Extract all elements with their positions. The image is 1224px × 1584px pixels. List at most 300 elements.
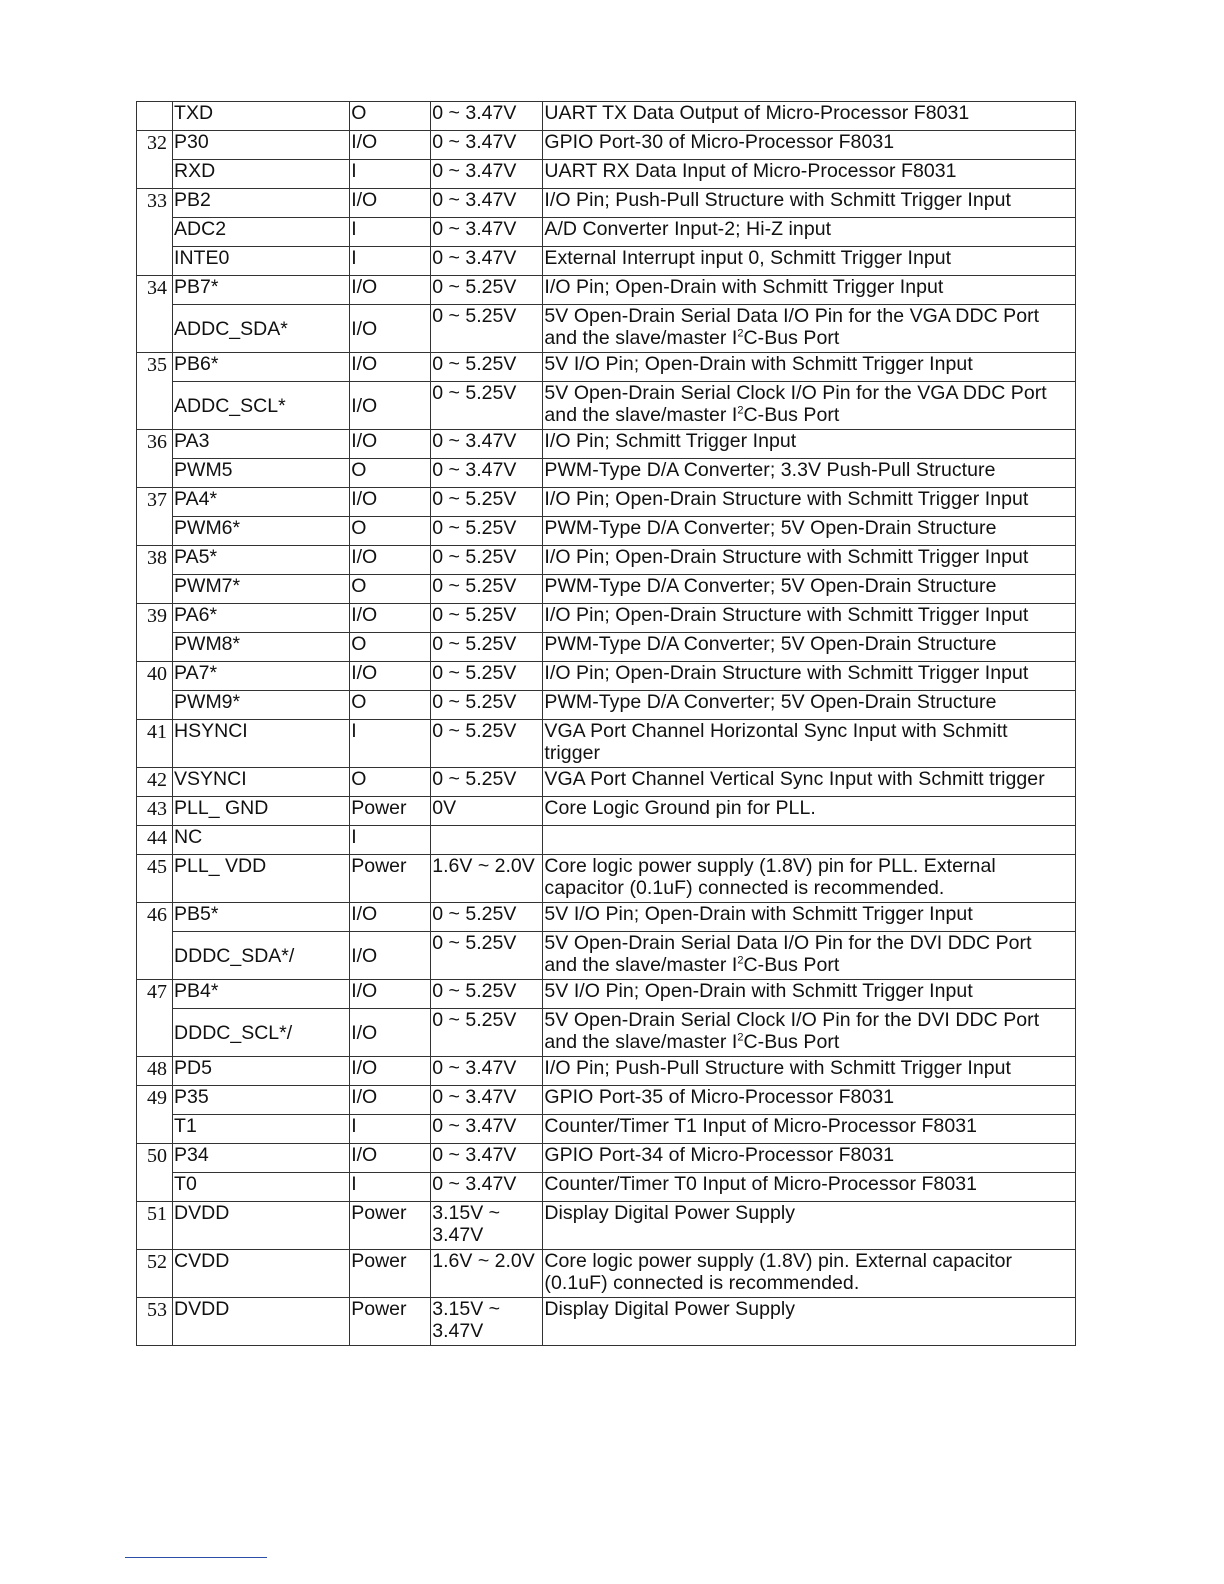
description-text: 5V I/O Pin; Open-Drain with Schmitt Trigger Input	[544, 903, 973, 925]
voltage-range-text-line2: 3.47V	[432, 1320, 484, 1342]
direction-cell: I/O	[350, 932, 431, 980]
description-cell	[543, 662, 1076, 691]
table-row	[137, 1144, 1076, 1173]
pin-name-cell: HSYNCI	[173, 720, 350, 768]
voltage-range-text: 0 ~ 5.25V	[432, 517, 517, 539]
voltage-range-text: 0 ~ 3.47V	[432, 102, 517, 124]
voltage-range-text: 0 ~ 3.47V	[432, 1086, 517, 1108]
table-row	[137, 826, 1076, 855]
voltage-range-cell	[431, 160, 543, 189]
direction-cell: I	[350, 1115, 431, 1144]
voltage-range-text: 0 ~ 3.47V	[432, 189, 517, 211]
direction-cell: I/O	[350, 1144, 431, 1173]
description-cell	[543, 980, 1076, 1009]
description-text-line2-end: C-Bus Port	[743, 404, 840, 426]
description-text: I/O Pin; Push-Pull Structure with Schmitt Trigger Input	[544, 1057, 1012, 1079]
voltage-range-cell	[431, 189, 543, 218]
direction-cell: O	[350, 459, 431, 488]
table-row	[137, 1115, 1076, 1144]
description-text-line2: and the slave/master I	[544, 327, 738, 349]
direction-cell: I	[350, 826, 431, 855]
voltage-range-text: 0 ~ 3.47V	[432, 247, 517, 269]
description-text: I/O Pin; Open-Drain with Schmitt Trigger Input	[544, 276, 944, 298]
pin-name-cell: T0	[173, 1173, 350, 1202]
pin-name-cell: DDDC_SCL*/	[173, 1009, 350, 1057]
description-cell	[543, 826, 1076, 855]
pin-name-cell: T1	[173, 1115, 350, 1144]
direction-cell: Power	[350, 1202, 431, 1250]
table-row	[137, 1250, 1076, 1298]
pin-name-cell: PLL_ GND	[173, 797, 350, 826]
direction-cell: O	[350, 633, 431, 662]
table-row	[137, 353, 1076, 382]
pin-name-cell: PWM7*	[173, 575, 350, 604]
table-row	[137, 768, 1076, 797]
direction-cell: Power	[350, 1250, 431, 1298]
pin-name-cell: DDDC_SDA*/	[173, 932, 350, 980]
voltage-range-text: 1.6V ~ 2.0V	[432, 855, 535, 877]
pin-number-cell	[137, 102, 173, 131]
description-text-line2-end: C-Bus Port	[743, 1031, 840, 1053]
superscript: 2	[737, 1031, 744, 1044]
direction-cell: Power	[350, 797, 431, 826]
table-row	[137, 855, 1076, 903]
description-cell	[543, 517, 1076, 546]
direction-cell: I/O	[350, 276, 431, 305]
pin-number-cell: 46	[137, 903, 173, 980]
description-text: PWM-Type D/A Converter; 5V Open-Drain Structure	[544, 517, 997, 539]
description-cell	[543, 903, 1076, 932]
voltage-range-cell	[431, 575, 543, 604]
table-row	[137, 662, 1076, 691]
table-row	[137, 1086, 1076, 1115]
description-text-line2: and the slave/master I	[544, 404, 738, 426]
table-row	[137, 797, 1076, 826]
description-cell	[543, 160, 1076, 189]
voltage-range-cell	[431, 276, 543, 305]
table-row	[137, 575, 1076, 604]
description-cell	[543, 218, 1076, 247]
direction-cell: O	[350, 575, 431, 604]
pin-name-cell: PWM9*	[173, 691, 350, 720]
pin-number-cell: 40	[137, 662, 173, 720]
pin-number-cell: 32	[137, 131, 173, 189]
description-text: VGA Port Channel Vertical Sync Input with Schmitt trigger	[544, 768, 1045, 790]
table-row	[137, 102, 1076, 131]
description-cell	[543, 633, 1076, 662]
pin-name-cell: ADC2	[173, 218, 350, 247]
table-row	[137, 1298, 1076, 1346]
pin-name-cell: PA4*	[173, 488, 350, 517]
voltage-range-cell	[431, 1009, 543, 1057]
description-cell	[543, 488, 1076, 517]
pin-number-cell: 50	[137, 1144, 173, 1202]
description-cell	[543, 189, 1076, 218]
direction-cell: I/O	[350, 1057, 431, 1086]
description-cell	[543, 1202, 1076, 1250]
voltage-range-text: 0 ~ 3.47V	[432, 1173, 517, 1195]
pin-number-cell: 35	[137, 353, 173, 430]
direction-cell: I	[350, 218, 431, 247]
voltage-range-cell	[431, 218, 543, 247]
description-text: Counter/Timer T0 Input of Micro-Processor F8031	[544, 1173, 978, 1195]
pin-number-cell: 42	[137, 768, 173, 797]
direction-cell: I	[350, 247, 431, 276]
description-text-line2: (0.1uF) connected is recommended.	[544, 1272, 860, 1294]
description-cell	[543, 305, 1076, 353]
table-row	[137, 1057, 1076, 1086]
description-text: Core Logic Ground pin for PLL.	[544, 797, 816, 819]
pin-name-cell: INTE0	[173, 247, 350, 276]
voltage-range-cell	[431, 305, 543, 353]
description-cell	[543, 932, 1076, 980]
description-cell	[543, 131, 1076, 160]
pin-name-cell: P30	[173, 131, 350, 160]
voltage-range-cell	[431, 131, 543, 160]
pin-number-cell: 33	[137, 189, 173, 276]
voltage-range-text: 0 ~ 5.25V	[432, 488, 517, 510]
footnote-rule	[125, 1557, 267, 1558]
table-row	[137, 980, 1076, 1009]
voltage-range-cell	[431, 1250, 543, 1298]
voltage-range-cell	[431, 980, 543, 1009]
table-row	[137, 1009, 1076, 1057]
voltage-range-cell	[431, 1057, 543, 1086]
description-cell	[543, 382, 1076, 430]
description-cell	[543, 855, 1076, 903]
description-text: Core logic power supply (1.8V) pin for PLL. External	[544, 855, 996, 877]
direction-cell: I/O	[350, 189, 431, 218]
pin-number-cell: 41	[137, 720, 173, 768]
description-cell	[543, 1250, 1076, 1298]
direction-cell: O	[350, 102, 431, 131]
table-row	[137, 382, 1076, 430]
table-row	[137, 1173, 1076, 1202]
voltage-range-text: 0V	[432, 797, 457, 819]
description-text: Display Digital Power Supply	[544, 1298, 796, 1320]
voltage-range-cell	[431, 353, 543, 382]
description-text-line2: and the slave/master I	[544, 954, 738, 976]
voltage-range-cell	[431, 633, 543, 662]
table-row	[137, 305, 1076, 353]
voltage-range-text: 0 ~ 5.25V	[432, 903, 517, 925]
table-row	[137, 276, 1076, 305]
pin-name-cell: PA3	[173, 430, 350, 459]
direction-cell: I/O	[350, 382, 431, 430]
description-text: PWM-Type D/A Converter; 5V Open-Drain Structure	[544, 691, 997, 713]
pin-name-cell: PB6*	[173, 353, 350, 382]
description-text: I/O Pin; Open-Drain Structure with Schmitt Trigger Input	[544, 662, 1029, 684]
superscript: 2	[737, 404, 744, 417]
voltage-range-cell	[431, 247, 543, 276]
description-cell	[543, 102, 1076, 131]
voltage-range-cell	[431, 662, 543, 691]
description-cell	[543, 1144, 1076, 1173]
pin-name-cell: PA5*	[173, 546, 350, 575]
direction-cell: I/O	[350, 1086, 431, 1115]
description-cell	[543, 1115, 1076, 1144]
pin-number-cell: 37	[137, 488, 173, 546]
voltage-range-cell	[431, 855, 543, 903]
voltage-range-text: 0 ~ 3.47V	[432, 218, 517, 240]
voltage-range-cell	[431, 488, 543, 517]
pin-name-cell: CVDD	[173, 1250, 350, 1298]
pin-number-cell: 49	[137, 1086, 173, 1144]
table-row	[137, 247, 1076, 276]
direction-cell: I/O	[350, 604, 431, 633]
voltage-range-text: 0 ~ 5.25V	[432, 575, 517, 597]
description-text: PWM-Type D/A Converter; 5V Open-Drain Structure	[544, 633, 997, 655]
pin-number-cell: 47	[137, 980, 173, 1057]
voltage-range-cell	[431, 768, 543, 797]
voltage-range-text: 1.6V ~ 2.0V	[432, 1250, 535, 1272]
direction-cell: O	[350, 517, 431, 546]
description-text: VGA Port Channel Horizontal Sync Input with Schmitt	[544, 720, 1008, 742]
table-row	[137, 131, 1076, 160]
voltage-range-cell	[431, 1115, 543, 1144]
table-row	[137, 160, 1076, 189]
description-cell	[543, 797, 1076, 826]
pin-number-cell: 38	[137, 546, 173, 604]
pin-name-cell: ADDC_SCL*	[173, 382, 350, 430]
description-text: GPIO Port-30 of Micro-Processor F8031	[544, 131, 895, 153]
voltage-range-cell	[431, 517, 543, 546]
direction-cell: I/O	[350, 488, 431, 517]
voltage-range-cell	[431, 546, 543, 575]
pin-number-cell: 39	[137, 604, 173, 662]
direction-cell: I/O	[350, 980, 431, 1009]
voltage-range-cell	[431, 604, 543, 633]
description-text-line2: trigger	[544, 742, 601, 764]
voltage-range-text: 0 ~ 3.47V	[432, 1115, 517, 1137]
description-text: Core logic power supply (1.8V) pin. External capacitor	[544, 1250, 1013, 1272]
description-text: 5V I/O Pin; Open-Drain with Schmitt Trigger Input	[544, 980, 973, 1002]
pin-name-cell: PWM6*	[173, 517, 350, 546]
pin-number-cell: 52	[137, 1250, 173, 1298]
voltage-range-text: 0 ~ 5.25V	[432, 720, 517, 742]
pin-number-cell: 48	[137, 1057, 173, 1086]
description-text: I/O Pin; Open-Drain Structure with Schmitt Trigger Input	[544, 488, 1029, 510]
pin-number-cell: 43	[137, 797, 173, 826]
direction-cell: Power	[350, 855, 431, 903]
pin-number-cell: 34	[137, 276, 173, 353]
pin-name-cell: VSYNCI	[173, 768, 350, 797]
description-cell	[543, 276, 1076, 305]
direction-cell: I/O	[350, 546, 431, 575]
pin-number-cell: 51	[137, 1202, 173, 1250]
description-text: 5V Open-Drain Serial Clock I/O Pin for the VGA DDC Port	[544, 382, 1047, 404]
pin-name-cell: PD5	[173, 1057, 350, 1086]
table-row	[137, 633, 1076, 662]
description-cell	[543, 459, 1076, 488]
description-text: GPIO Port-35 of Micro-Processor F8031	[544, 1086, 895, 1108]
description-cell	[543, 1086, 1076, 1115]
pin-name-cell: PA6*	[173, 604, 350, 633]
pin-name-cell: PB7*	[173, 276, 350, 305]
voltage-range-text: 0 ~ 5.25V	[432, 276, 517, 298]
description-text: PWM-Type D/A Converter; 5V Open-Drain Structure	[544, 575, 997, 597]
voltage-range-cell	[431, 691, 543, 720]
description-text: I/O Pin; Open-Drain Structure with Schmitt Trigger Input	[544, 604, 1029, 626]
description-cell	[543, 604, 1076, 633]
description-text: External Interrupt input 0, Schmitt Trigger Input	[544, 247, 952, 269]
voltage-range-cell	[431, 1086, 543, 1115]
description-text-line2: capacitor (0.1uF) connected is recommended.	[544, 877, 945, 899]
voltage-range-cell	[431, 1144, 543, 1173]
table-row	[137, 517, 1076, 546]
pin-name-cell: RXD	[173, 160, 350, 189]
voltage-range-text: 0 ~ 3.47V	[432, 430, 517, 452]
description-text-line2-end: C-Bus Port	[743, 954, 840, 976]
description-text: A/D Converter Input-2; Hi-Z input	[544, 218, 832, 240]
voltage-range-text: 0 ~ 5.25V	[432, 662, 517, 684]
voltage-range-cell	[431, 826, 543, 855]
voltage-range-text: 0 ~ 5.25V	[432, 691, 517, 713]
description-cell	[543, 546, 1076, 575]
voltage-range-text: 0 ~ 3.47V	[432, 459, 517, 481]
description-cell	[543, 1173, 1076, 1202]
direction-cell: I/O	[350, 131, 431, 160]
description-cell	[543, 768, 1076, 797]
direction-cell: I/O	[350, 662, 431, 691]
pin-name-cell: ADDC_SDA*	[173, 305, 350, 353]
table-row	[137, 488, 1076, 517]
pin-name-cell: PWM5	[173, 459, 350, 488]
description-text-line2-end: C-Bus Port	[743, 327, 840, 349]
description-cell	[543, 720, 1076, 768]
direction-cell: I	[350, 1173, 431, 1202]
pin-name-cell: DVDD	[173, 1298, 350, 1346]
description-text: UART TX Data Output of Micro-Processor F8031	[544, 102, 970, 124]
description-text: I/O Pin; Open-Drain Structure with Schmitt Trigger Input	[544, 546, 1029, 568]
description-cell	[543, 1009, 1076, 1057]
description-text: I/O Pin; Push-Pull Structure with Schmitt Trigger Input	[544, 189, 1012, 211]
voltage-range-cell	[431, 797, 543, 826]
voltage-range-text: 0 ~ 5.25V	[432, 932, 517, 954]
voltage-range-text: 0 ~ 5.25V	[432, 546, 517, 568]
voltage-range-text-line2: 3.47V	[432, 1224, 484, 1246]
table-row	[137, 720, 1076, 768]
description-text: 5V Open-Drain Serial Data I/O Pin for the DVI DDC Port	[544, 932, 1032, 954]
pin-name-cell: P35	[173, 1086, 350, 1115]
voltage-range-cell	[431, 459, 543, 488]
pin-number-cell: 44	[137, 826, 173, 855]
table-row	[137, 430, 1076, 459]
voltage-range-cell	[431, 1298, 543, 1346]
voltage-range-text: 0 ~ 5.25V	[432, 768, 517, 790]
pin-name-cell: PB5*	[173, 903, 350, 932]
voltage-range-text: 3.15V ~	[432, 1202, 501, 1224]
description-cell	[543, 1057, 1076, 1086]
direction-cell: Power	[350, 1298, 431, 1346]
voltage-range-cell	[431, 430, 543, 459]
table-row	[137, 1202, 1076, 1250]
description-text: 5V I/O Pin; Open-Drain with Schmitt Trigger Input	[544, 353, 973, 375]
description-text: 5V Open-Drain Serial Clock I/O Pin for the DVI DDC Port	[544, 1009, 1040, 1031]
direction-cell: I/O	[350, 903, 431, 932]
voltage-range-text: 0 ~ 5.25V	[432, 305, 517, 327]
direction-cell: I	[350, 720, 431, 768]
direction-cell: I/O	[350, 305, 431, 353]
voltage-range-text: 0 ~ 5.25V	[432, 980, 517, 1002]
description-text: PWM-Type D/A Converter; 3.3V Push-Pull Structure	[544, 459, 996, 481]
voltage-range-cell	[431, 932, 543, 980]
description-text: Counter/Timer T1 Input of Micro-Processor F8031	[544, 1115, 978, 1137]
description-cell	[543, 575, 1076, 604]
direction-cell: I/O	[350, 430, 431, 459]
direction-cell: O	[350, 768, 431, 797]
description-cell	[543, 691, 1076, 720]
pin-name-cell: PWM8*	[173, 633, 350, 662]
voltage-range-text: 0 ~ 5.25V	[432, 633, 517, 655]
table-row	[137, 546, 1076, 575]
description-cell	[543, 430, 1076, 459]
voltage-range-cell	[431, 720, 543, 768]
table-row	[137, 903, 1076, 932]
description-text: 5V Open-Drain Serial Data I/O Pin for the VGA DDC Port	[544, 305, 1040, 327]
table-row	[137, 459, 1076, 488]
table-body	[137, 102, 1076, 1346]
voltage-range-text: 3.15V ~	[432, 1298, 501, 1320]
voltage-range-cell	[431, 1173, 543, 1202]
voltage-range-cell	[431, 1202, 543, 1250]
pin-number-cell: 53	[137, 1298, 173, 1346]
direction-cell: I	[350, 160, 431, 189]
direction-cell: O	[350, 691, 431, 720]
table-row	[137, 691, 1076, 720]
pin-name-cell: DVDD	[173, 1202, 350, 1250]
description-cell	[543, 247, 1076, 276]
description-cell	[543, 1298, 1076, 1346]
pin-name-cell: TXD	[173, 102, 350, 131]
description-cell	[543, 353, 1076, 382]
table-row	[137, 932, 1076, 980]
voltage-range-text: 0 ~ 3.47V	[432, 1057, 517, 1079]
description-text: I/O Pin; Schmitt Trigger Input	[544, 430, 797, 452]
voltage-range-text: 0 ~ 3.47V	[432, 160, 517, 182]
voltage-range-cell	[431, 382, 543, 430]
table-row	[137, 189, 1076, 218]
voltage-range-text: 0 ~ 5.25V	[432, 382, 517, 404]
pin-number-cell: 45	[137, 855, 173, 903]
description-text: GPIO Port-34 of Micro-Processor F8031	[544, 1144, 895, 1166]
voltage-range-text: 0 ~ 3.47V	[432, 1144, 517, 1166]
pin-description-table	[136, 101, 1076, 1346]
table-row	[137, 218, 1076, 247]
voltage-range-text: 0 ~ 5.25V	[432, 604, 517, 626]
voltage-range-text: 0 ~ 3.47V	[432, 131, 517, 153]
voltage-range-cell	[431, 903, 543, 932]
pin-name-cell: PA7*	[173, 662, 350, 691]
pin-number-cell: 36	[137, 430, 173, 488]
direction-cell: I/O	[350, 353, 431, 382]
pin-name-cell: PB2	[173, 189, 350, 218]
description-text-line2: and the slave/master I	[544, 1031, 738, 1053]
pin-name-cell: NC	[173, 826, 350, 855]
table-row	[137, 604, 1076, 633]
superscript: 2	[737, 327, 744, 340]
pin-name-cell: P34	[173, 1144, 350, 1173]
pin-name-cell: PLL_ VDD	[173, 855, 350, 903]
description-text: UART RX Data Input of Micro-Processor F8031	[544, 160, 957, 182]
voltage-range-text: 0 ~ 5.25V	[432, 353, 517, 375]
voltage-range-cell	[431, 102, 543, 131]
direction-cell: I/O	[350, 1009, 431, 1057]
voltage-range-text: 0 ~ 5.25V	[432, 1009, 517, 1031]
pin-name-cell: PB4*	[173, 980, 350, 1009]
superscript: 2	[737, 954, 744, 967]
description-text: Display Digital Power Supply	[544, 1202, 796, 1224]
